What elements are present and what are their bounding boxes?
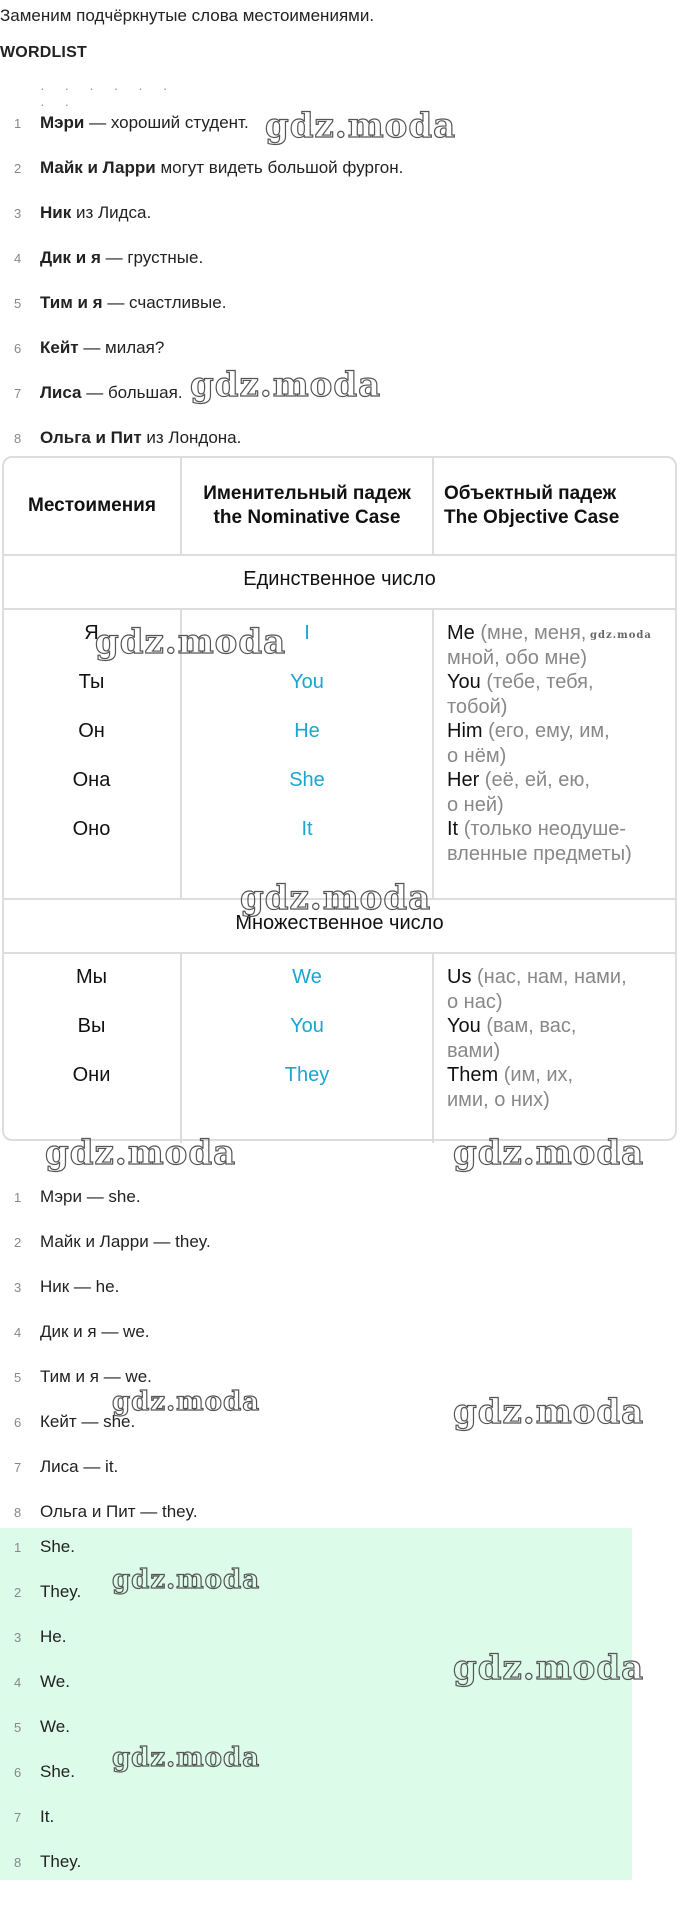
answer-item <box>0 1667 70 1697</box>
question-item <box>0 108 249 138</box>
pair-text: Лиса — it. <box>40 1457 119 1476</box>
pair-text: Мэри — she. <box>40 1187 141 1206</box>
header-nominative-ru: Именительный падеж <box>203 483 411 504</box>
question-number: 5 <box>14 295 22 311</box>
objective-note: о ней) <box>447 794 504 816</box>
pair-number: 6 <box>14 1414 22 1430</box>
pronoun-ru: Оно <box>72 818 111 840</box>
watermark: gdz.moda <box>453 1648 645 1688</box>
underlined-words: Ник <box>40 203 72 222</box>
pronoun-objective <box>447 621 672 671</box>
question-item <box>0 423 241 453</box>
underlined-words: Мэри <box>40 113 85 132</box>
header-objective <box>444 482 674 530</box>
pronoun-nominative: I <box>304 622 310 644</box>
divider <box>432 952 434 1143</box>
objective-note: о нём) <box>447 745 507 767</box>
objective-note: мной, обо мне) <box>447 647 588 669</box>
answer-text: They. <box>40 1852 82 1871</box>
pronoun-objective <box>447 1014 672 1064</box>
pronoun-ru: Он <box>78 720 105 742</box>
question-number: 2 <box>14 160 22 176</box>
pronoun-ru: Мы <box>75 966 108 988</box>
watermark: gdz.moda <box>265 106 457 146</box>
pronoun-ru: Ты <box>78 671 105 693</box>
answer-text: He. <box>40 1627 67 1646</box>
pronoun-ru: Я <box>84 622 99 644</box>
answer-item <box>0 1577 81 1607</box>
objective-note: (его, ему, им, <box>488 720 610 742</box>
answer-item <box>0 1622 66 1652</box>
objective-note: вленные предметы) <box>447 843 632 865</box>
objective-note: о нас) <box>447 991 503 1013</box>
divider <box>432 608 434 898</box>
pair-item <box>0 1452 118 1482</box>
objective-word: Them <box>447 1064 499 1086</box>
pair-number: 3 <box>14 1279 22 1295</box>
answer-number: 2 <box>14 1584 22 1600</box>
divider <box>432 458 434 554</box>
objective-note: (только неодуше- <box>463 818 627 840</box>
question-item <box>0 153 403 183</box>
pair-item <box>0 1227 211 1257</box>
answer-number: 4 <box>14 1674 22 1690</box>
answer-number: 6 <box>14 1764 22 1780</box>
question-item <box>0 333 164 363</box>
divider <box>4 608 675 610</box>
pair-number: 5 <box>14 1369 22 1385</box>
watermark: gdz.moda <box>45 1133 237 1173</box>
answer-number: 8 <box>14 1854 22 1870</box>
pronoun-ru: Она <box>72 769 111 791</box>
header-pronouns: Местоимения <box>28 495 156 516</box>
answer-text: We. <box>40 1717 70 1736</box>
pair-item <box>0 1317 150 1347</box>
pronoun-objective <box>447 719 672 769</box>
answer-number: 7 <box>14 1809 22 1825</box>
objective-note: (мне, меня, <box>480 622 587 644</box>
question-number: 7 <box>14 385 22 401</box>
pronoun-ru: Вы <box>77 1015 106 1037</box>
objective-note: (её, ей, ею, <box>484 769 590 791</box>
objective-word: You <box>447 1015 481 1037</box>
task-instruction: Заменим подчёркнутые слова местоимениями. <box>0 6 375 25</box>
question-rest: из Лондона. <box>141 428 242 447</box>
watermark: gdz.moda <box>240 878 432 918</box>
question-item <box>0 378 183 408</box>
pair-number: 4 <box>14 1324 22 1340</box>
watermark: gdz.moda <box>590 630 652 641</box>
watermark: gdz.moda <box>112 1743 261 1773</box>
objective-note: (тебе, тебя, <box>486 671 594 693</box>
answer-text: They. <box>40 1582 82 1601</box>
header-nominative-en: the Nominative Case <box>213 507 401 528</box>
pronoun-nominative: He <box>294 720 320 742</box>
pronoun-nominative: You <box>290 1015 324 1037</box>
plural-section-label: Множественное число <box>235 912 444 934</box>
question-rest: могут видеть большой фургон. <box>155 158 404 177</box>
underlined-words: Кейт <box>40 338 79 357</box>
objective-word: You <box>447 671 481 693</box>
watermark: gdz.moda <box>453 1392 645 1432</box>
question-rest: — милая? <box>78 338 165 357</box>
watermark: gdz.moda <box>190 365 382 405</box>
pair-number: 1 <box>14 1189 22 1205</box>
answer-item <box>0 1712 70 1742</box>
pronoun-table <box>2 456 677 1141</box>
pair-number: 2 <box>14 1234 22 1250</box>
divider <box>4 554 675 556</box>
underlined-words: Майк и Ларри <box>40 158 156 177</box>
question-rest: из Лидса. <box>71 203 152 222</box>
pair-text: Дик и я — we. <box>40 1322 150 1341</box>
answer-item <box>0 1532 75 1562</box>
pronoun-objective <box>447 768 672 818</box>
pair-text: Ник — he. <box>40 1277 120 1296</box>
answer-text: We. <box>40 1672 70 1691</box>
watermark: gdz.moda <box>112 1387 261 1417</box>
question-number: 8 <box>14 430 22 446</box>
question-number: 4 <box>14 250 22 266</box>
objective-note: ими, о них) <box>447 1089 550 1111</box>
pair-item <box>0 1182 141 1212</box>
answer-item <box>0 1757 75 1787</box>
objective-note: (вам, вас, <box>486 1015 577 1037</box>
underlined-words: Ольга и Пит <box>40 428 142 447</box>
answer-text: It. <box>40 1807 55 1826</box>
answer-text: She. <box>40 1762 75 1781</box>
clipped-text-line: · · · · · · · · <box>40 80 176 112</box>
underlined-words: Тим и я <box>40 293 103 312</box>
pair-text: Ольга и Пит — they. <box>40 1502 198 1521</box>
pronoun-objective <box>447 670 672 720</box>
underlined-words: Дик и я <box>40 248 101 267</box>
objective-word: It <box>447 818 459 840</box>
answer-number: 1 <box>14 1539 22 1555</box>
pair-text: Майк и Ларри — they. <box>40 1232 211 1251</box>
question-number: 6 <box>14 340 22 356</box>
pair-item <box>0 1497 198 1527</box>
underlined-words: Лиса <box>40 383 82 402</box>
divider <box>4 952 675 954</box>
pair-number: 8 <box>14 1504 22 1520</box>
objective-note: (нас, нам, нами, <box>477 966 627 988</box>
pair-number: 7 <box>14 1459 22 1475</box>
objective-word: Us <box>447 966 472 988</box>
question-item <box>0 288 226 318</box>
question-number: 3 <box>14 205 22 221</box>
pronoun-ru: Они <box>72 1064 111 1086</box>
objective-note: тобой) <box>447 696 508 718</box>
pronoun-nominative: It <box>301 818 313 840</box>
question-rest: — грустные. <box>100 248 204 267</box>
objective-note: (им, их, <box>503 1064 574 1086</box>
answer-item <box>0 1847 81 1877</box>
pronoun-nominative: We <box>292 966 322 988</box>
question-rest: — большая. <box>81 383 183 402</box>
pronoun-nominative: You <box>290 671 324 693</box>
pronoun-objective <box>447 817 672 867</box>
question-item <box>0 243 203 273</box>
objective-word: Her <box>447 769 480 791</box>
pair-item <box>0 1272 119 1302</box>
objective-note: вами) <box>447 1040 501 1062</box>
answer-text: She. <box>40 1537 75 1556</box>
objective-word: Me <box>447 622 475 644</box>
objective-word: Him <box>447 720 483 742</box>
pronoun-nominative: They <box>284 1064 330 1086</box>
watermark: gdz.moda <box>453 1133 645 1173</box>
pronoun-nominative: She <box>289 769 325 791</box>
answer-number: 5 <box>14 1719 22 1735</box>
answers-block <box>0 1528 632 1880</box>
question-rest: — счастливые. <box>102 293 227 312</box>
watermark: gdz.moda <box>95 622 287 662</box>
pronoun-objective <box>447 965 672 1015</box>
question-rest: — хороший студент. <box>84 113 249 132</box>
header-nominative <box>182 482 432 530</box>
wordlist-label: WORDLIST <box>0 44 87 61</box>
answer-item <box>0 1802 54 1832</box>
pronoun-objective <box>447 1063 672 1113</box>
pair-text: Кейт — she. <box>40 1412 136 1431</box>
header-objective-en: The Objective Case <box>444 507 620 528</box>
question-item <box>0 198 151 228</box>
answer-number: 3 <box>14 1629 22 1645</box>
singular-section-label: Единственное число <box>243 568 436 590</box>
watermark: gdz.moda <box>112 1565 261 1595</box>
header-objective-ru: Объектный падеж <box>444 483 617 504</box>
question-number: 1 <box>14 115 22 131</box>
pair-text: Тим и я — we. <box>40 1367 152 1386</box>
